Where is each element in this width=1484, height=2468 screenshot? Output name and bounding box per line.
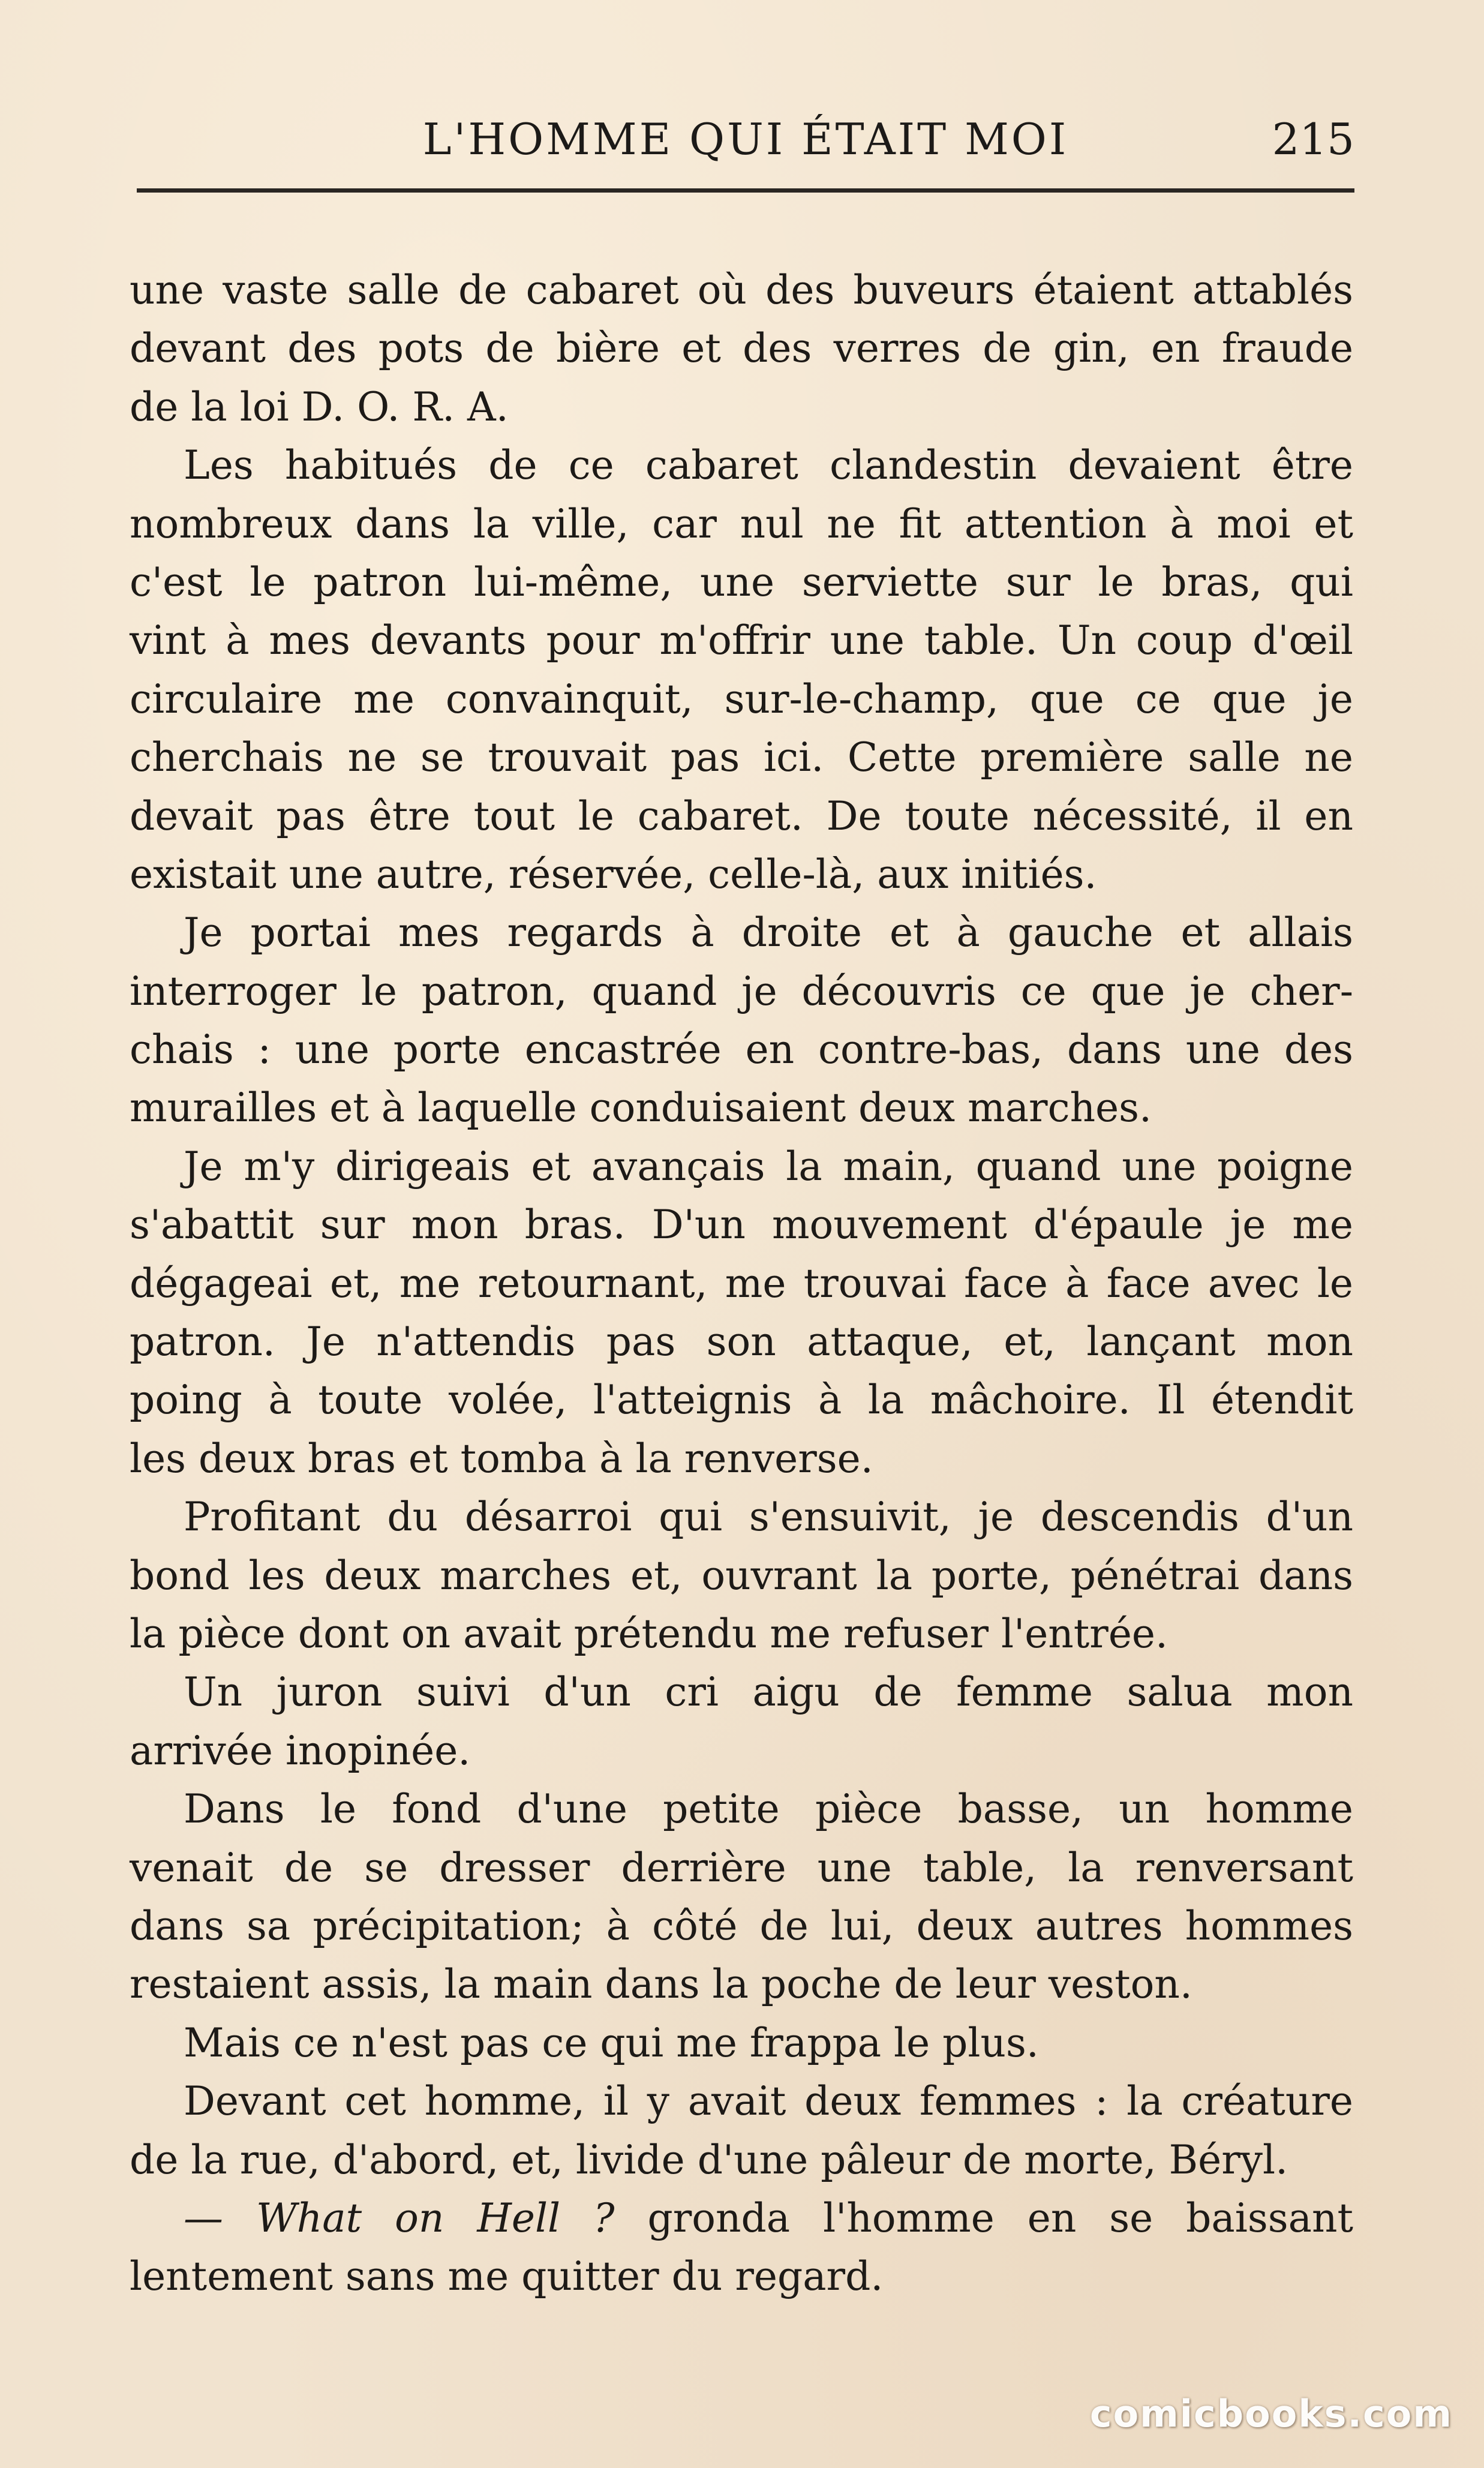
text-line: de la loi D. O. R. A. [130,383,509,430]
text-line: Profitant du désarroi qui s'ensuivit, je descendis d'un [184,1494,1353,1541]
text-line: circulaire me convainquit, sur-le-champ, que ce que je [130,675,1353,722]
text-line: restaient assis, la main dans la poche de leur veston. [130,1961,1192,2008]
body-text [130,261,1353,2306]
text-line: patron. Je n'attendis pas son attaque, et, lançant mon [130,1319,1353,1365]
text-line: la pièce dont on avait prétendu me refuser l'entrée. [130,1610,1168,1657]
text-line: chais : une porte encastrée en contre-bas, dans une des [130,1026,1353,1073]
text-line: poing à toute volée, l'atteignis à la mâchoire. Il étendit [130,1377,1353,1424]
site-watermark: comicbooks.com [1089,2392,1453,2436]
text-line: cherchais ne se trouvait pas ici. Cette première salle ne [130,734,1353,781]
text-line: Un juron suivi d'un cri aigu de femme salua mon [184,1669,1353,1716]
text-line: c'est le patron lui-même, une serviette sur le bras, qui [130,559,1353,605]
text-line: les deux bras et tomba à la renverse. [130,1435,873,1482]
running-title: L'HOMME QUI ÉTAIT MOI [422,114,1069,164]
page-number: 215 [1272,114,1354,164]
text-line: dégageai et, me retournant, me trouvai face à face avec le [130,1260,1353,1307]
text-line: une vaste salle de cabaret où des buveurs étaient attablés [130,267,1353,313]
text-line: de la rue, d'abord, et, livide d'une pâleur de morte, Béryl. [130,2136,1288,2183]
text-line: Les habitués de ce cabaret clandestin devaient être [184,442,1353,489]
text-line: nombreux dans la ville, car nul ne fit attention à moi et [130,500,1353,547]
english-exclamation: — What on Hell ? [184,2194,615,2241]
text-line: s'abattit sur mon bras. D'un mouvement d'épaule je me [130,1202,1353,1248]
page-header [137,101,1354,173]
text-line: interroger le patron, quand je découvris ce que je cher- [130,968,1353,1014]
text-line: Devant cet homme, il y avait deux femmes : la créature [184,2078,1353,2125]
header-rule [137,188,1354,193]
text-line: murailles et à laquelle conduisaient deux marches. [130,1085,1152,1131]
text-line: vint à mes devants pour m'offrir une table. Un coup d'œil [130,617,1353,664]
text-line: Je portai mes regards à droite et à gauche et allais [184,909,1353,956]
text-line: Je m'y dirigeais et avançais la main, quand une poigne [184,1143,1353,1190]
text-line: lentement sans me quitter du regard. [130,2253,884,2300]
text-line: dans sa précipitation; à côté de lui, deux autres hommes [130,1902,1353,1949]
text-line: venait de se dresser derrière une table, la renversant [130,1844,1353,1891]
text-line: bond les deux marches et, ouvrant la porte, pénétrai dans [130,1552,1353,1599]
text-line: existait une autre, réservée, celle-là, aux initiés. [130,851,1097,897]
text-line: devait pas être tout le cabaret. De toute nécessité, il en [130,792,1353,839]
text-line: devant des pots de bière et des verres de gin, en fraude [130,325,1353,372]
dialogue-continuation: gronda l'homme en se baissant [614,2194,1353,2241]
text-line: Dans le fond d'une petite pièce basse, un homme [184,1786,1353,1833]
text-line: Mais ce n'est pas ce qui me frappa le plus. [184,2019,1039,2066]
text-line: arrivée inopinée. [130,1727,471,1774]
text-line-with-dialogue [130,2189,1353,2247]
